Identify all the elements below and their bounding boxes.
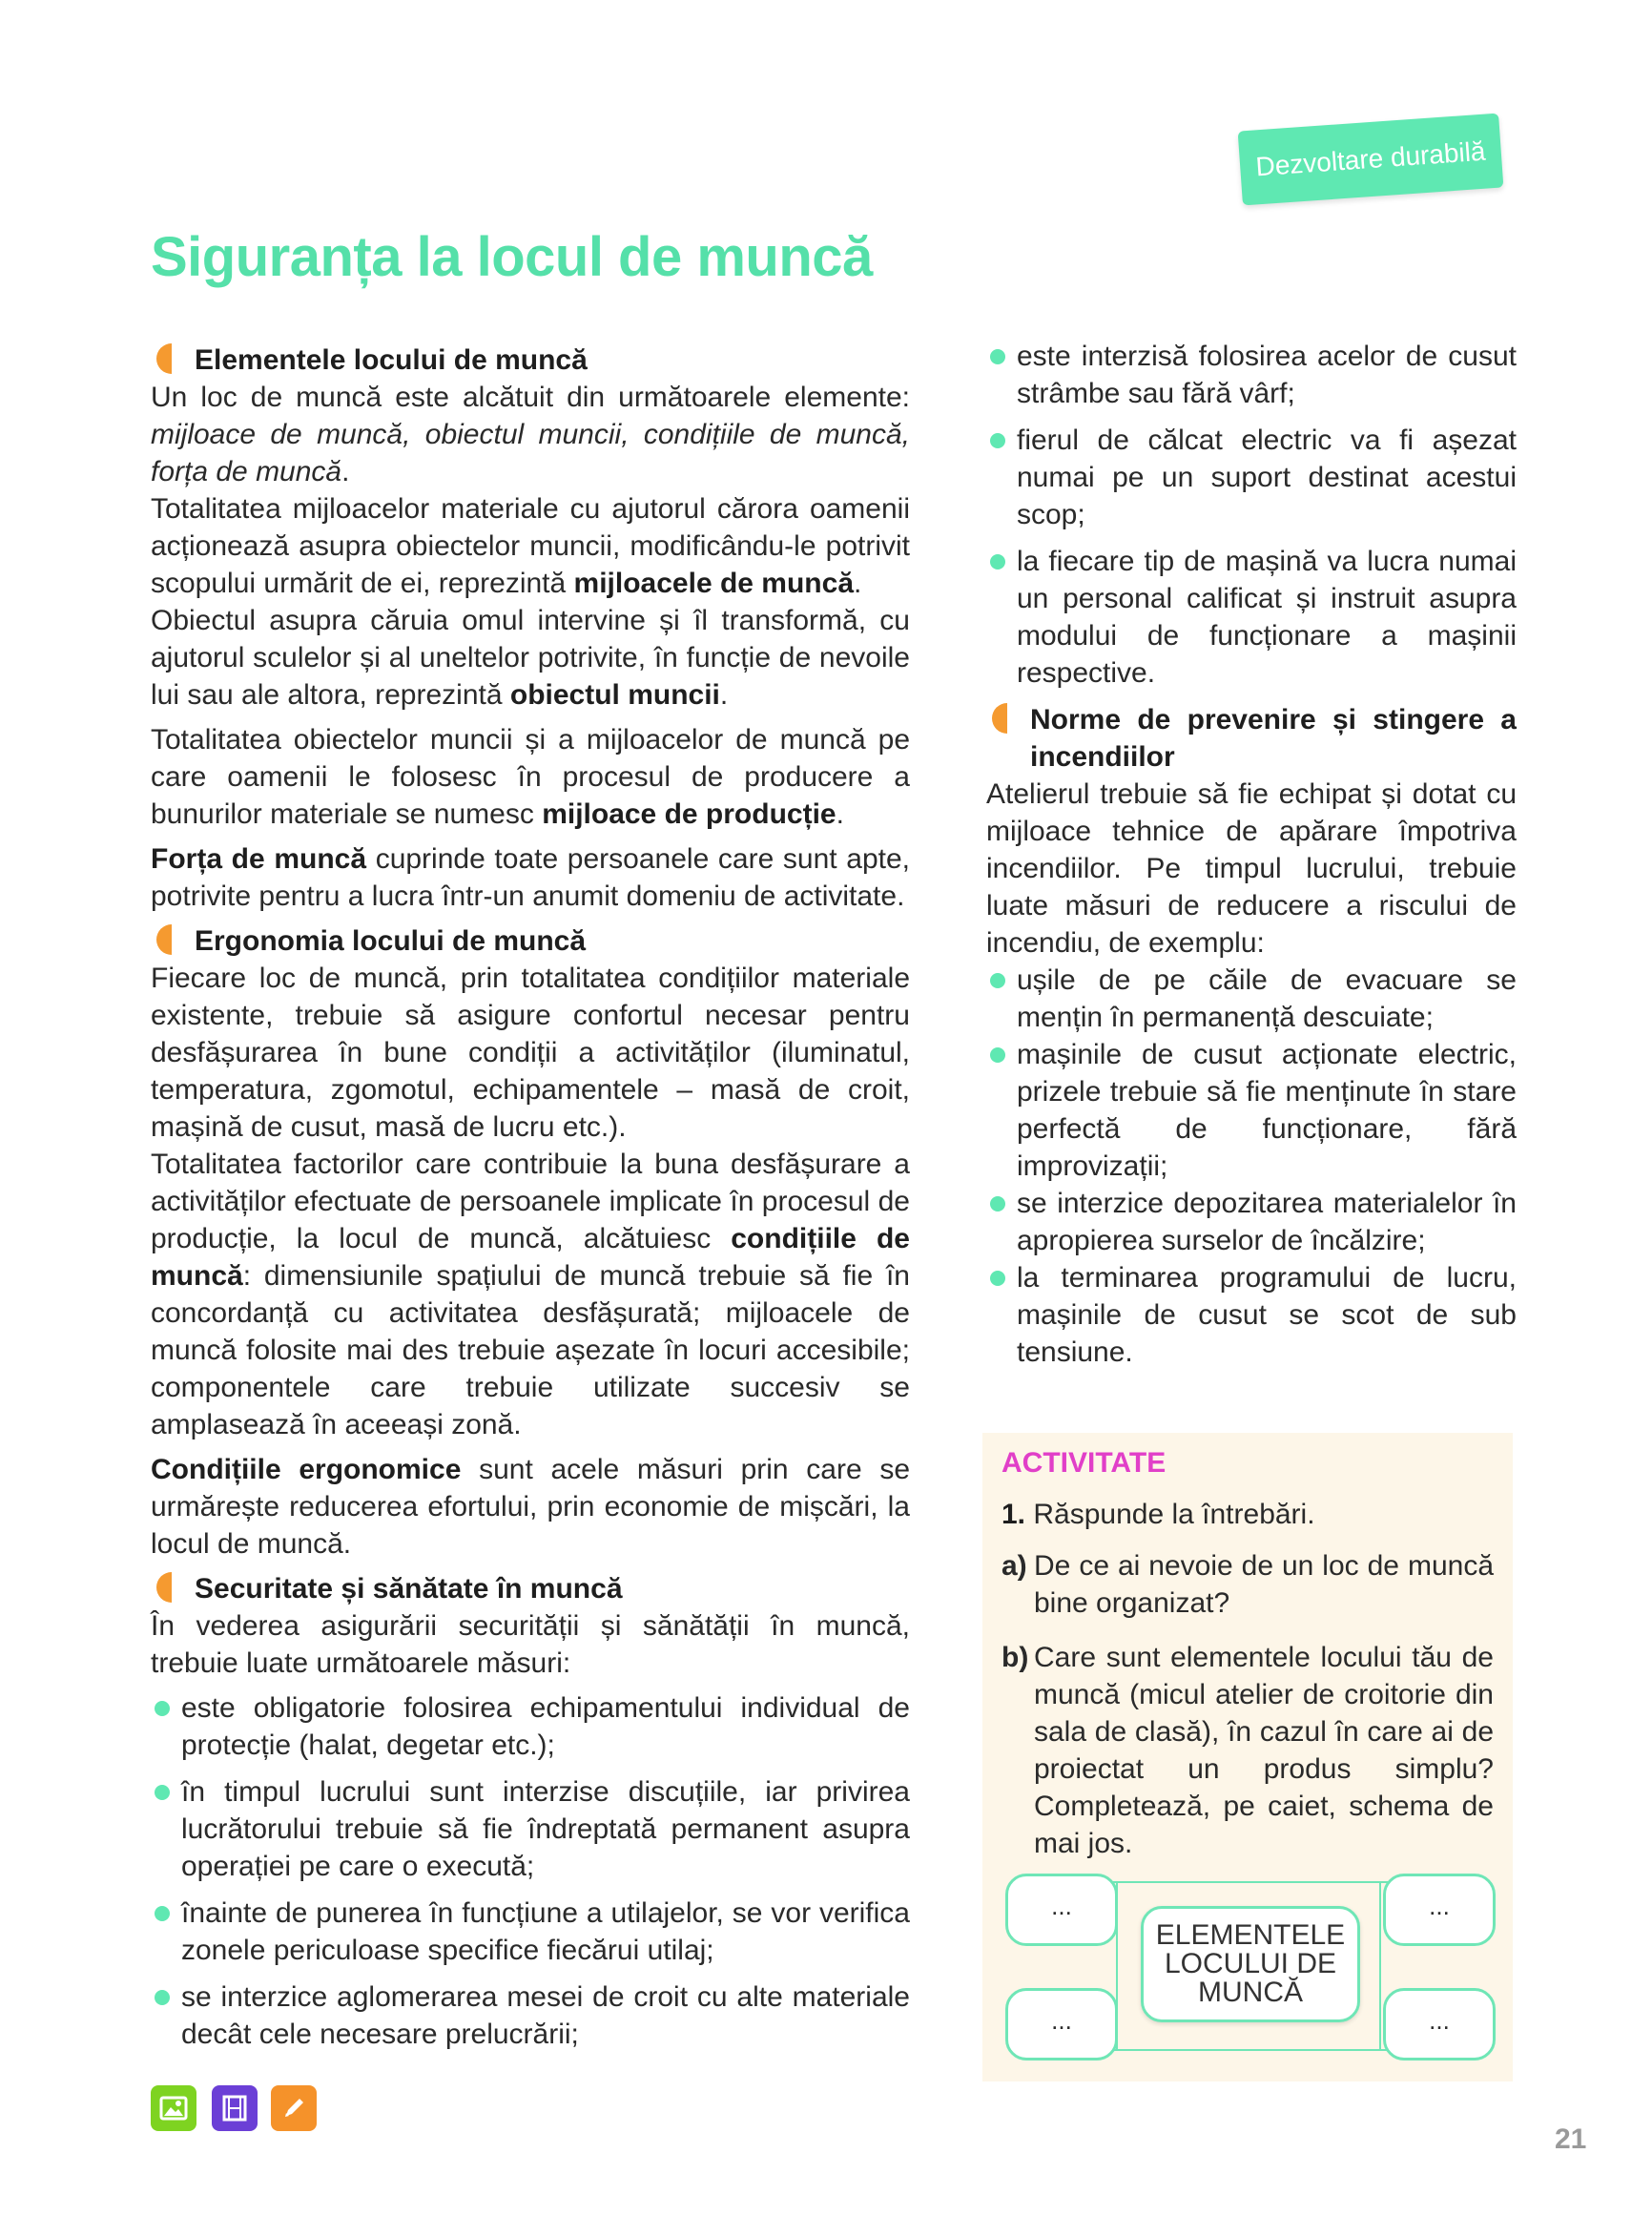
list-item: ușile de pe căile de evacuare se mențin în permanență descuiate; xyxy=(986,962,1517,1036)
bullet-icon xyxy=(990,973,1005,988)
paragraph: Totalitatea mijloacelor materiale cu ajutorul cărora oamenii acționează asupra obiectelor muncii, modificându-le potrivit scopului urmărit de ei, reprezintă mijloacele de muncă. xyxy=(151,493,910,599)
bullet-icon xyxy=(155,1990,170,2005)
right-column xyxy=(986,338,1517,1380)
heading-ergonomics: Ergonomia locului de muncă xyxy=(151,922,910,960)
question-a: a) De ce ai nevoie de un loc de muncă bine organizat? xyxy=(1002,1550,1494,1619)
bullet-icon xyxy=(990,349,1005,364)
list-item: se interzice depozitarea materialelor în apropierea surselor de încălzire; xyxy=(986,1185,1517,1259)
list-item: în timpul lucrului sunt interzise discuțiile, iar privirea lucrătorului trebuie să fie îndreptată permanent asupra operației pe care o execută; xyxy=(151,1773,910,1885)
bullet-icon xyxy=(990,1271,1005,1286)
activity-title: ACTIVITATE xyxy=(1002,1447,1167,1479)
list-item: este interzisă folosirea acelor de cusut strâmbe sau fără vârf; xyxy=(986,338,1517,412)
diagram-node: ... xyxy=(1005,1988,1118,2061)
heading-fire: Norme de prevenire și stingere a incendiilor xyxy=(986,701,1517,776)
safety-list-continued xyxy=(986,338,1517,692)
bullet-icon xyxy=(990,433,1005,448)
diagram-node: ... xyxy=(1383,1874,1496,1946)
connector-line xyxy=(1091,1881,1389,1883)
left-column xyxy=(151,334,910,2062)
page-title: Siguranța la locul de muncă xyxy=(151,226,873,288)
bullet-icon xyxy=(155,1785,170,1800)
paragraph: În vederea asigurării securității și sănătății în muncă, trebuie luate următoarele măsuri: xyxy=(151,1610,910,1679)
page-number: 21 xyxy=(1555,2123,1587,2155)
half-circle-icon xyxy=(992,703,1007,734)
bullet-icon xyxy=(155,1701,170,1716)
paragraph: Un loc de muncă este alcătuit din următoarele elemente: mijloace de muncă, obiectul muncii, condițiile de muncă, forța de muncă. xyxy=(151,382,910,487)
list-item: este obligatorie folosirea echipamentului individual de protecție (halat, degetar etc.); xyxy=(151,1689,910,1764)
paragraph: Condițiile ergonomice sunt acele măsuri prin care se urmărește reducerea efortului, prin economie de mișcări, la locul de muncă. xyxy=(151,1454,911,1560)
section-tag: Dezvoltare durabilă xyxy=(1238,114,1504,206)
bullet-icon xyxy=(990,1047,1005,1063)
fire-list xyxy=(986,962,1517,1371)
list-item: fierul de călcat electric va fi așezat numai pe un suport destinat acestui scop; xyxy=(986,422,1517,533)
half-circle-icon xyxy=(156,924,172,955)
safety-list xyxy=(151,1689,910,2053)
half-circle-icon xyxy=(156,1572,172,1603)
paragraph: Totalitatea obiectelor muncii și a mijloacelor de muncă pe care oamenii le folosesc în procesul de producere a bunurilor materiale se numesc mijloace de producție. xyxy=(151,724,910,830)
half-circle-icon xyxy=(156,343,172,374)
diagram-center-node: ELEMENTELE LOCULUI DE MUNCĂ xyxy=(1141,1906,1360,2022)
bullet-icon xyxy=(155,1906,170,1921)
list-item: înainte de punerea în funcțiune a utilajelor, se vor verifica zonele periculoase specifice fiecărui utilaj; xyxy=(151,1895,910,1969)
connector-line xyxy=(1091,2049,1389,2051)
list-item: la terminarea programului de lucru, mașinile de cusut se scot de sub tensiune. xyxy=(986,1259,1517,1371)
bullet-icon xyxy=(990,1196,1005,1212)
question-b: b) Care sunt elementele locului tău de muncă (micul atelier de croitorie din sala de clasă), în cazul în care ai de proiectat un produs simplu? Completează, pe caiet, schema de mai jos. xyxy=(1002,1642,1494,1859)
image-icon[interactable] xyxy=(151,2085,196,2131)
question-1: 1. Răspunde la întrebări. xyxy=(1002,1499,1315,1530)
heading-elements: Elementele locului de muncă xyxy=(151,342,910,379)
activity-box xyxy=(982,1433,1513,2081)
list-item: mașinile de cusut acționate electric, prizele trebuie să fie menținute în stare perfectă de funcționare, fără improvizații; xyxy=(986,1036,1517,1185)
paragraph: Obiectul asupra căruia omul intervine și îl transformă, cu ajutorul sculelor și al uneltelor potrivite, în funcție de nevoile lui sau ale altora, reprezintă obiectul muncii. xyxy=(151,605,910,711)
paragraph: Totalitatea factorilor care contribuie la buna desfășurare a activităților efectuate de persoanele implicate în procesul de producție, la locul de muncă, alcătuiesc condițiile de muncă: dimensiunile spațiului de muncă trebuie să fie în concordanță cu activitatea desfășurată; mijloacele de muncă folosite mai des trebuie așezate în locuri accesibile; componentele care trebuie utilizate succesiv se amplasează în aceeași zonă. xyxy=(151,1149,910,1440)
heading-safety: Securitate și sănătate în muncă xyxy=(151,1570,910,1607)
list-item: se interzice aglomerarea mesei de croit cu alte materiale decât cele necesare prelucrării; xyxy=(151,1978,910,2053)
bullet-icon xyxy=(990,554,1005,570)
paragraph: Atelierul trebuie să fie echipat și dotat cu mijloace tehnice de apărare împotriva incendiilor. Pe timpul lucrului, trebuie luate măsuri de reducere a riscului de incendiu, de exemplu: xyxy=(986,778,1517,959)
diagram-node: ... xyxy=(1383,1988,1496,2061)
paragraph: Forța de muncă cuprinde toate persoanele care sunt apte, potrivite pentru a lucra într-un anumit domeniu de activitate. xyxy=(151,843,911,912)
paragraph: Fiecare loc de muncă, prin totalitatea condițiilor materiale existente, trebuie să asigure confortul necesar pentru desfășurarea în bune condiții a activităților (iluminatul, temperatura, zgomotul, echipamentele – masă de croit, mașină de cusut, masă de lucru etc.). xyxy=(151,963,910,1143)
diagram-node: ... xyxy=(1005,1874,1118,1946)
film-icon[interactable] xyxy=(212,2085,258,2131)
pencil-icon[interactable] xyxy=(271,2085,317,2131)
connector-line xyxy=(1379,1881,1381,2049)
list-item: la fiecare tip de mașină va lucra numai un personal calificat și instruit asupra modului de funcționare a mașinii respective. xyxy=(986,543,1517,692)
